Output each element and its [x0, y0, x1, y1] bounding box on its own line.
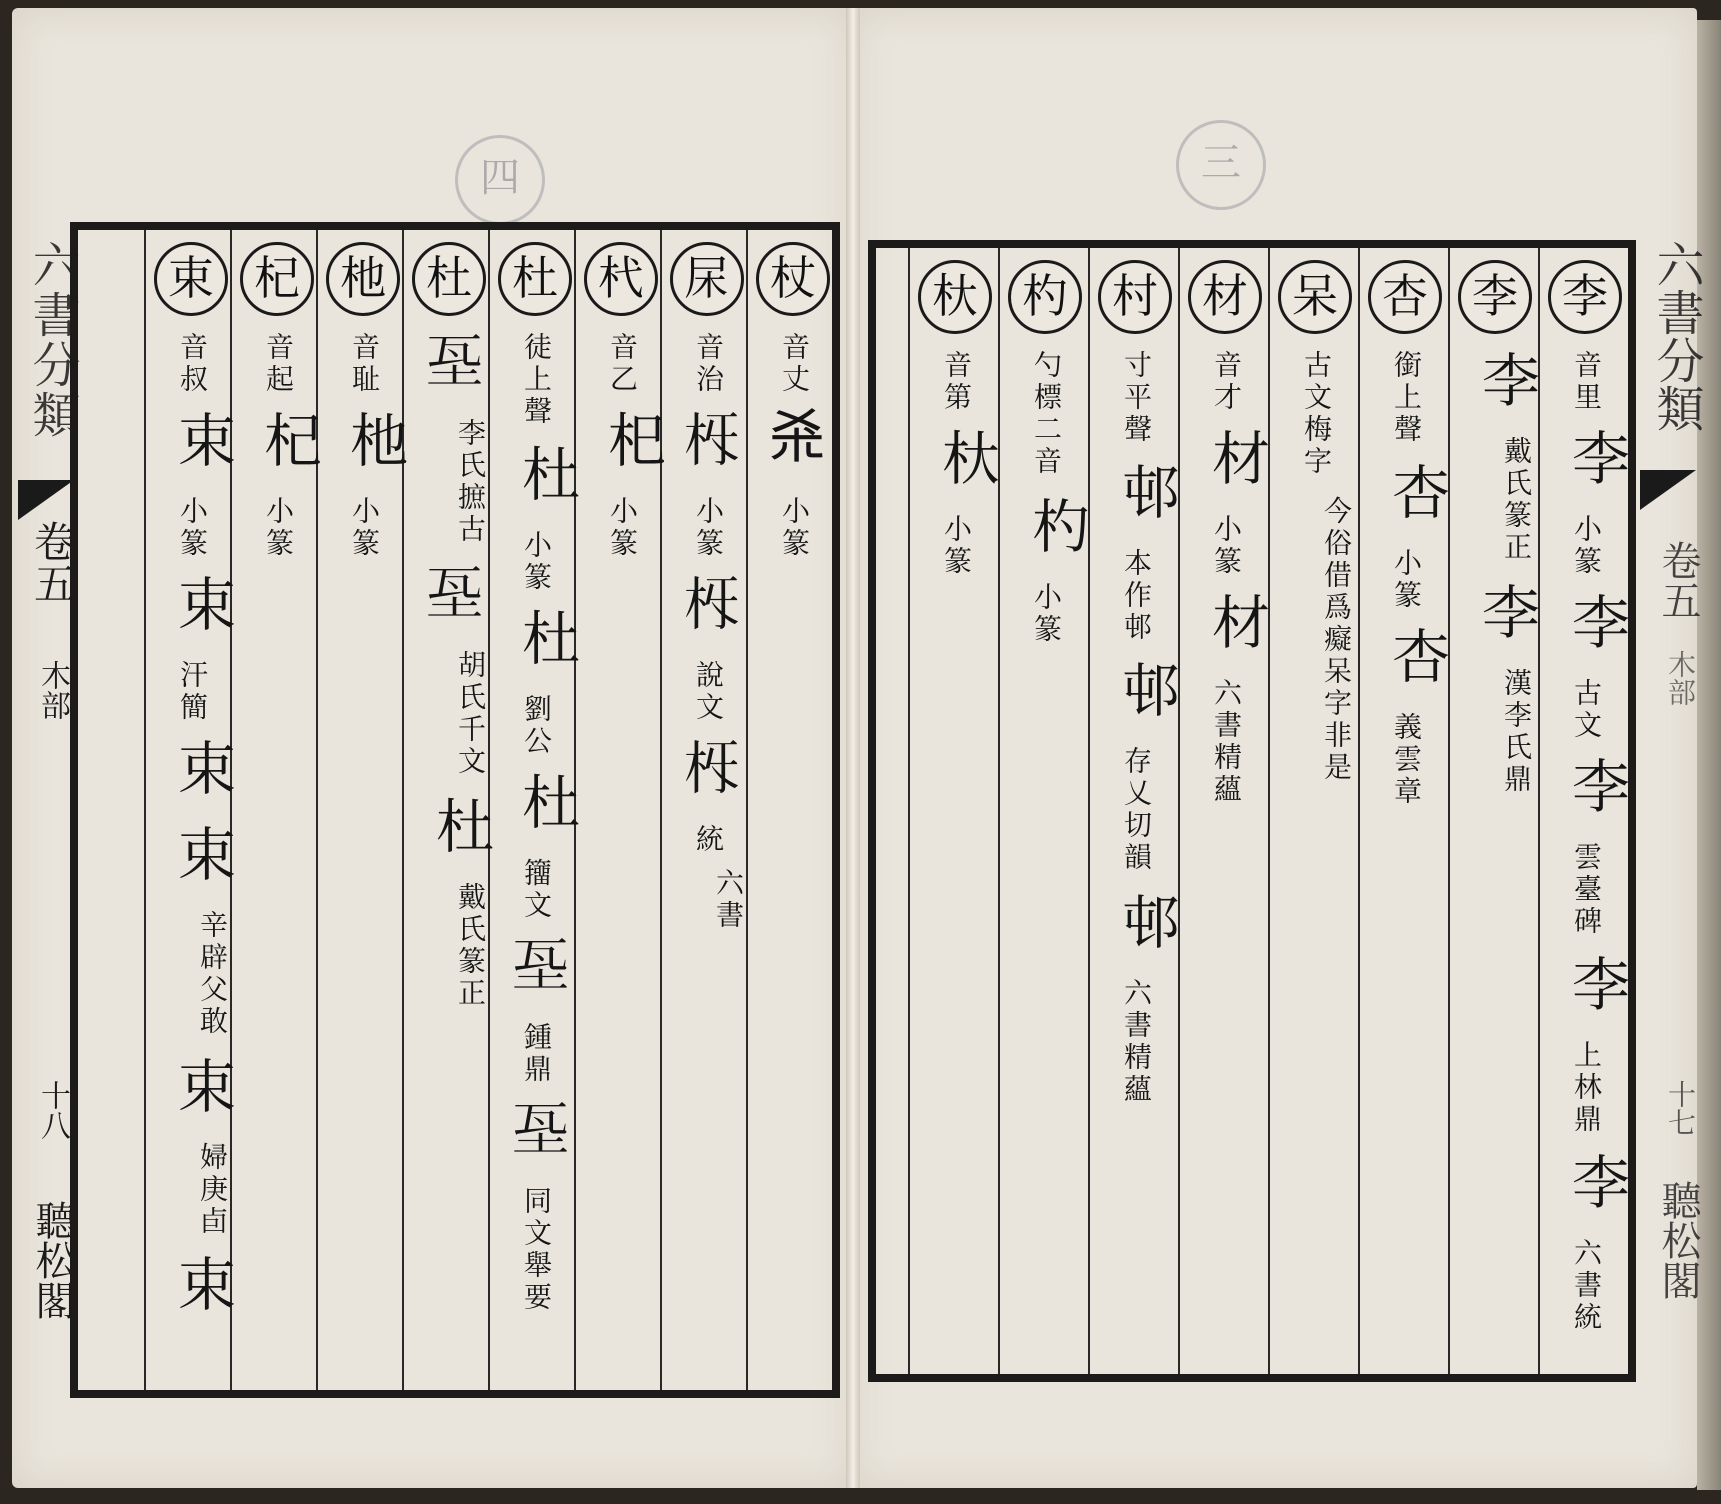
column-divider	[908, 248, 910, 1374]
entry-column	[494, 242, 580, 1382]
entry-column	[150, 242, 236, 1382]
annotation-text: 雲臺碑	[1570, 842, 1603, 938]
right-margin-title: 六書分類	[1648, 240, 1704, 432]
head-character: 杏	[1368, 260, 1442, 334]
entry-column	[752, 242, 838, 1382]
left-margin-title: 六書分類	[24, 240, 80, 440]
head-character: 杙	[584, 242, 658, 316]
annotation-text: 音叔	[176, 332, 209, 396]
annotation-text: 辛辟父敢	[196, 910, 229, 1038]
left-margin-section: 木部	[35, 660, 70, 720]
annotation-text: 漢李氏鼎	[1500, 668, 1533, 796]
entry-column	[914, 260, 1000, 1366]
right-page-seal: 三	[1176, 120, 1266, 210]
seal-script-glyph: 杞	[254, 410, 322, 486]
seal-script-glyph: 杏	[1382, 462, 1450, 538]
annotation-text: 音里	[1570, 350, 1603, 414]
annotation-text: 小篆	[940, 514, 973, 578]
right-margin-fishtail	[1640, 470, 1696, 510]
entry-column	[1274, 260, 1360, 1366]
annotation-text: 銜上聲	[1390, 350, 1423, 446]
annotation-text: 戴氏篆正	[1500, 436, 1533, 564]
seal-script-glyph: 束	[168, 738, 236, 814]
head-character: 杖	[756, 242, 830, 316]
annotation-text: 小篆	[1390, 548, 1423, 612]
seal-script-glyph: 李	[1562, 756, 1630, 832]
annotation-text: 婦庚卣	[196, 1142, 229, 1238]
head-character: 李	[1548, 260, 1622, 334]
annotation-text: 音才	[1210, 350, 1243, 414]
annotation-text: 小篆	[692, 496, 725, 560]
annotation-text: 音耻	[348, 332, 381, 396]
seal-script-glyph: 𡊝	[419, 332, 487, 408]
head-character: 杝	[326, 242, 400, 316]
entry-column	[408, 242, 494, 1382]
annotation-text: 小篆	[1210, 514, 1243, 578]
seal-script-glyph: 𡊝	[419, 564, 487, 640]
seal-script-glyph: 材	[1202, 592, 1270, 668]
annotation-text: 六書精蘊	[1120, 978, 1153, 1106]
seal-script-glyph: 束	[168, 574, 236, 650]
seal-script-glyph: 𡊝	[505, 1100, 573, 1176]
entry-column	[236, 242, 322, 1382]
seal-script-glyph: 杜	[512, 772, 580, 848]
column-divider	[144, 230, 146, 1390]
seal-script-glyph: 邨	[1112, 660, 1180, 736]
annotation-text: 六書統	[1570, 1238, 1603, 1334]
seal-script-glyph: 杝	[340, 410, 408, 486]
seal-script-glyph: 李	[1472, 582, 1540, 658]
annotation-text: 說文	[692, 660, 725, 724]
seal-script-glyph: 杜	[426, 796, 494, 872]
annotation-text: 李氏摭古	[454, 418, 487, 546]
right-margin-section: 木部	[1664, 650, 1697, 706]
entry-column	[666, 242, 752, 1382]
annotation-text: 音第	[940, 350, 973, 414]
left-margin-page: 十八	[35, 1080, 70, 1140]
annotation-text: 上林鼎	[1570, 1040, 1603, 1136]
seal-script-glyph: 束	[168, 1056, 236, 1132]
annotation-text: 音乙	[606, 332, 639, 396]
head-character: 材	[1188, 260, 1262, 334]
annotation-text: 小篆	[520, 530, 553, 594]
seal-script-glyph: 𡊝	[505, 936, 573, 1012]
annotation-text: 音治	[692, 332, 725, 396]
seal-script-glyph: 𣏛	[677, 738, 745, 814]
annotation-text: 存乂切韻	[1120, 746, 1153, 874]
annotation-text: 小篆	[348, 496, 381, 560]
head-character: 杜	[498, 242, 572, 316]
head-character: 杜	[412, 242, 486, 316]
annotation-text: 小篆	[606, 496, 639, 560]
annotation-text: 今俗借爲癡呆字非是	[1320, 496, 1353, 784]
seal-script-glyph: 杓	[1022, 496, 1090, 572]
left-margin-volume: 卷五	[28, 520, 77, 604]
head-character: 杘	[670, 242, 744, 316]
right-margin-studio: 聽松閣	[1655, 1180, 1701, 1300]
entry-column	[1454, 260, 1540, 1366]
seal-script-glyph: 材	[1202, 428, 1270, 504]
seal-script-glyph: 𣏛	[677, 410, 745, 486]
seal-script-glyph: 束	[168, 824, 236, 900]
seal-script-glyph: 邨	[1112, 892, 1180, 968]
seal-script-glyph: 束	[168, 1254, 236, 1330]
head-character: 村	[1098, 260, 1172, 334]
entry-column	[1364, 260, 1450, 1366]
annotation-text: 汗簡	[176, 660, 209, 724]
annotation-text: 小篆	[778, 496, 811, 560]
head-character: 李	[1458, 260, 1532, 334]
annotation-text: 音起	[262, 332, 295, 396]
entry-column	[580, 242, 666, 1382]
seal-script-glyph: 杜	[512, 608, 580, 684]
annotation-text: 小篆	[1570, 514, 1603, 578]
annotation-text: 劉公	[520, 694, 553, 758]
annotation-text: 本作邨	[1120, 548, 1153, 644]
right-margin-page: 十七	[1664, 1080, 1697, 1136]
annotation-text: 小篆	[262, 496, 295, 560]
annotation-text: 戴氏篆正	[454, 882, 487, 1010]
seal-script-glyph: 杕	[932, 428, 1000, 504]
seal-script-glyph: 束	[168, 410, 236, 486]
entry-column	[1004, 260, 1090, 1366]
seal-script-glyph: 杏	[1382, 626, 1450, 702]
book-gutter	[846, 8, 860, 1488]
annotation-text: 徒上聲	[520, 332, 553, 428]
annotation-text: 六書精蘊	[1210, 678, 1243, 806]
annotation-text: 小篆	[176, 496, 209, 560]
entry-column	[322, 242, 408, 1382]
seal-script-glyph: 𣏛	[677, 574, 745, 650]
seal-script-glyph: 李	[1562, 1152, 1630, 1228]
seal-script-glyph: 李	[1562, 428, 1630, 504]
annotation-text: 統	[692, 824, 725, 856]
entry-column	[1544, 260, 1630, 1366]
entry-column	[1184, 260, 1270, 1366]
entry-column	[1094, 260, 1180, 1366]
annotation-text: 六書	[712, 868, 745, 932]
annotation-text: 鍾鼎	[520, 1022, 553, 1086]
seal-script-glyph: 邨	[1112, 462, 1180, 538]
annotation-text: 古文梅字	[1300, 350, 1333, 478]
annotation-text: 寸平聲	[1120, 350, 1153, 446]
right-margin-volume: 卷五	[1655, 540, 1701, 620]
left-margin-fishtail	[18, 480, 74, 520]
annotation-text: 小篆	[1030, 582, 1063, 646]
left-page-seal: 四	[455, 135, 545, 225]
annotation-text: 胡氏千文	[454, 650, 487, 778]
head-character: 杓	[1008, 260, 1082, 334]
annotation-text: 古文	[1570, 678, 1603, 742]
left-margin-studio: 聽松閣	[29, 1200, 75, 1320]
head-character: 杞	[240, 242, 314, 316]
annotation-text: 勺標二音	[1030, 350, 1063, 478]
head-character: 杕	[918, 260, 992, 334]
seal-script-glyph: 𣏌	[598, 410, 666, 486]
annotation-text: 義雲章	[1390, 712, 1423, 808]
seal-script-glyph: 李	[1562, 954, 1630, 1030]
annotation-text: 音丈	[778, 332, 811, 396]
seal-script-glyph: 李	[1472, 350, 1540, 426]
seal-script-glyph: 李	[1562, 592, 1630, 668]
annotation-text: 同文舉要	[520, 1186, 553, 1314]
seal-script-glyph: 杜	[512, 444, 580, 520]
head-character: 束	[154, 242, 228, 316]
head-character: 呆	[1278, 260, 1352, 334]
annotation-text: 籒文	[520, 858, 553, 922]
seal-script-glyph: 𣏂	[762, 410, 830, 486]
